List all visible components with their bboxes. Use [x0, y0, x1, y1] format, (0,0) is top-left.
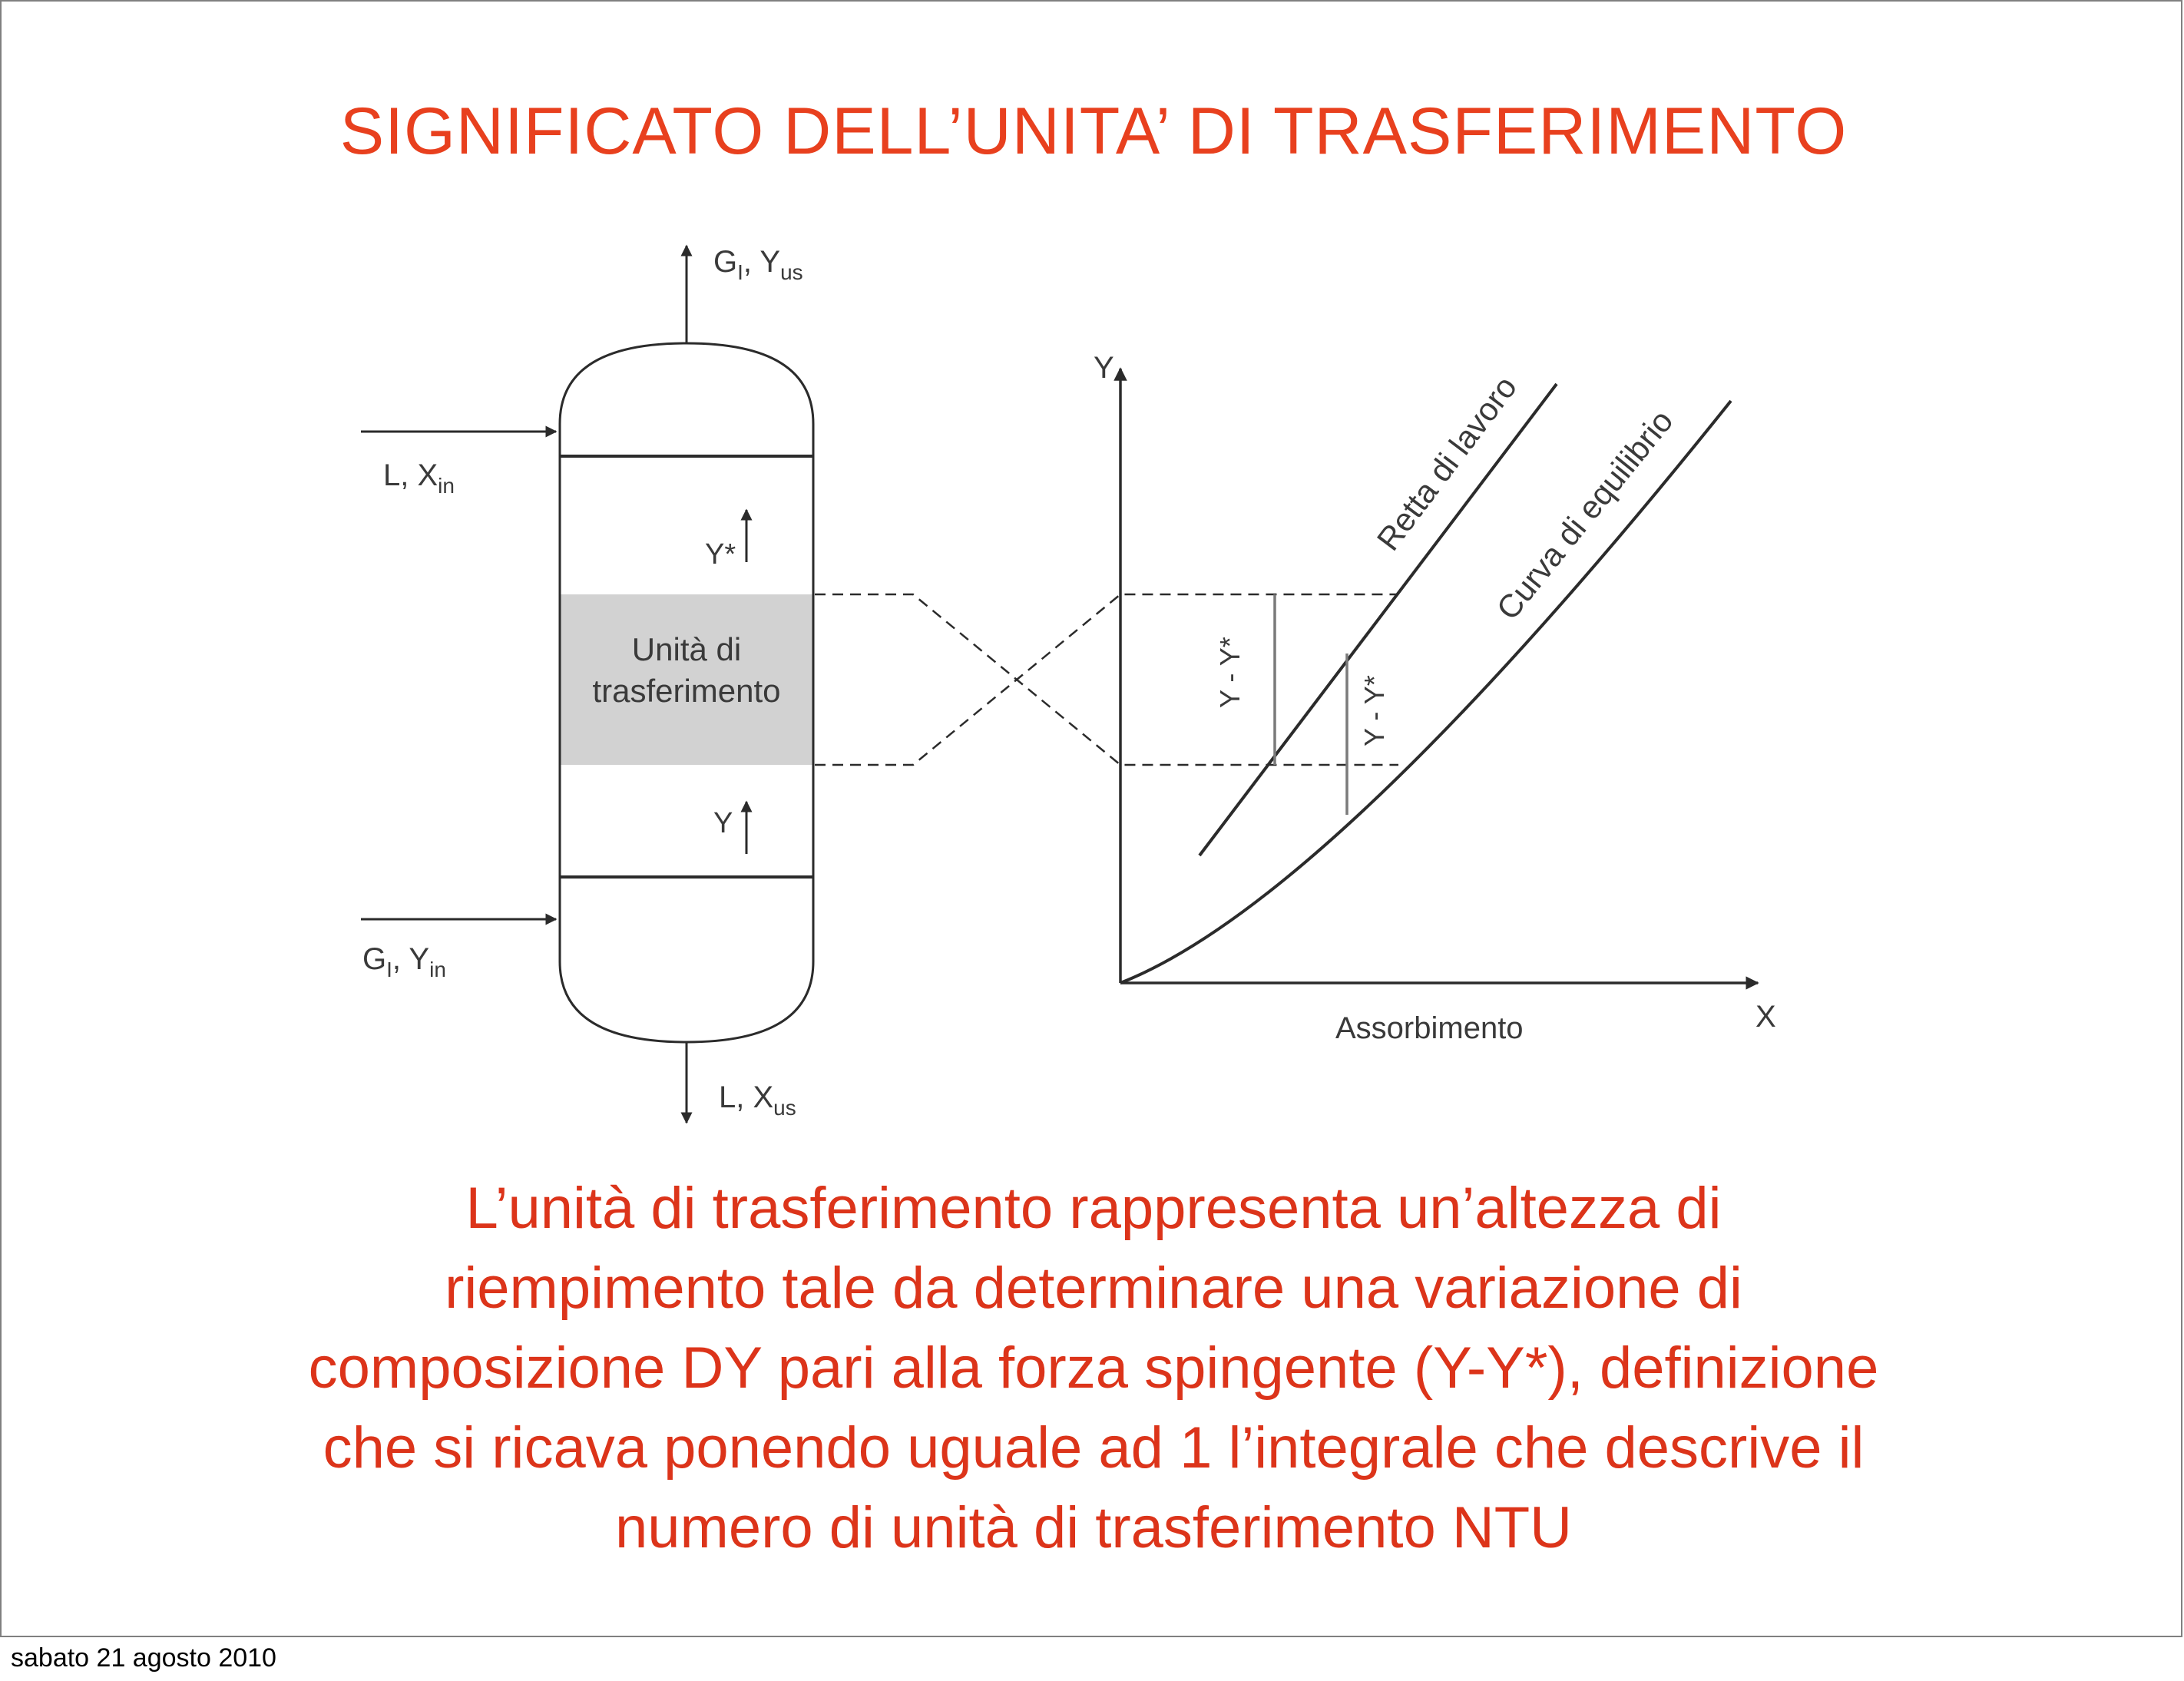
transfer-unit-figure: [356, 178, 1831, 1146]
transfer-unit-label-line1: Unità di: [631, 631, 742, 667]
liquid-inlet-label: L, $X_{in}$: [383, 458, 455, 498]
caption-line: numero di unità di trasferimento NTU: [614, 1495, 1573, 1560]
footer-date: sabato 21 agosto 2010: [11, 1643, 276, 1673]
operating-graph: [1094, 351, 1776, 1045]
caption-line: composizione DY pari alla forza spingente (Y-Y*), definizione: [308, 1335, 1879, 1401]
liquid-outlet-label: L, $X_{us}$: [719, 1080, 796, 1120]
caption-line: riempimento tale da determinare una variazione di: [445, 1256, 1742, 1321]
gas-inlet-label: $G_I$, $Y_{in}$: [362, 942, 446, 981]
equilibrium-curve-label: Curva di equilibrio: [1489, 402, 1680, 627]
transfer-unit-label-line2: trasferimento: [592, 673, 781, 709]
driving-force-label-1: Y - Y*: [1214, 637, 1246, 708]
connector-bottom: [815, 594, 1398, 765]
y-axis-label: Y: [1094, 351, 1114, 385]
operating-line-label: Retta di lavoro: [1369, 369, 1524, 558]
operating-line: [1200, 384, 1557, 855]
x-axis-caption: Assorbimento: [1335, 1011, 1524, 1045]
caption-line: L’unità di trasferimento rappresenta un’altezza di: [465, 1176, 1722, 1241]
figure-svg: [356, 178, 1831, 1146]
slide-title: SIGNIFICATO DELL’UNITA’ DI TRASFERIMENTO: [339, 94, 1848, 168]
x-axis-label: X: [1755, 1000, 1776, 1034]
y-star-label: Y*: [705, 538, 736, 571]
slide-caption: [124, 1169, 2063, 1568]
driving-force-label-2: Y - Y*: [1358, 675, 1390, 746]
band-connectors: [815, 594, 1398, 765]
y-label: Y: [713, 807, 733, 839]
connector-top: [815, 594, 1398, 765]
gas-outlet-label: $G_I$, $Y_{us}$: [713, 245, 803, 284]
caption-line: che si ricava ponendo uguale ad 1 l’integrale che descrive il: [323, 1415, 1865, 1481]
